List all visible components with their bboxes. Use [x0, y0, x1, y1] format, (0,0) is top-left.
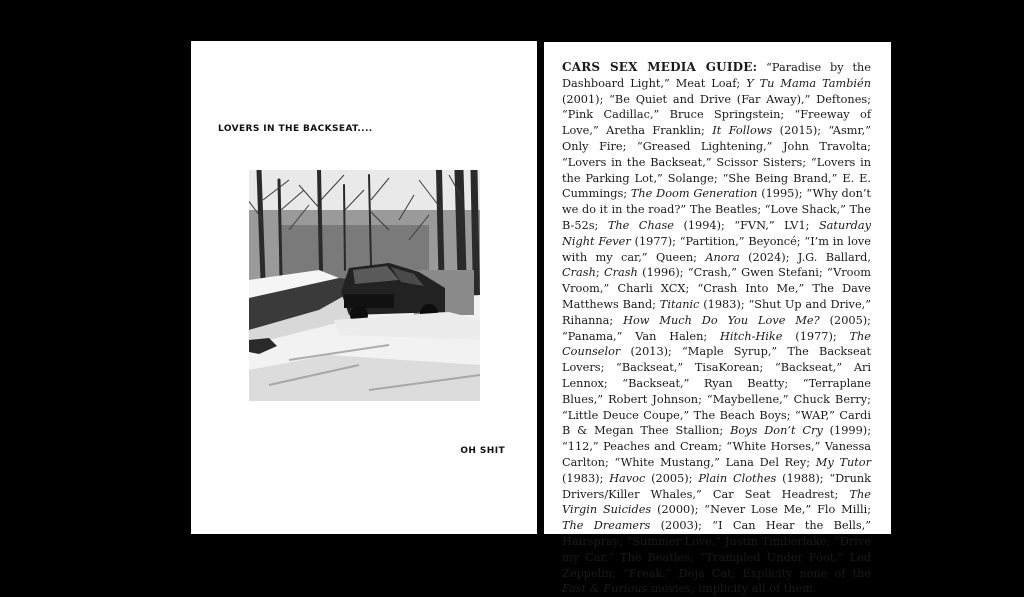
- guide-text: (2003); “I Can Hear the Bells,” Hairspray; “Summer Love,” Justin Timberlake; “Drive my Car,” The Beatles; “Trampled Under Foot,” Led Zeppelin; “Freak,” Doja Cat; Explicity none of the: [562, 519, 872, 580]
- guide-text: (1983);: [562, 471, 610, 485]
- snowy-roadside-car-photo: [249, 170, 480, 401]
- guide-title-italic: How Much Do You Love Me?: [623, 313, 820, 327]
- guide-text: movies; implicity all of them.: [647, 582, 817, 596]
- guide-title-italic: Titanic: [659, 297, 700, 311]
- left-page: [191, 41, 537, 534]
- guide-text: (2001); “Be Quiet and Drive (Far Away),” Deftones; “Pink Cadillac,” Bruce Springstein; “Freeway of Love,” Aretha Franklin;: [562, 92, 871, 138]
- guide-title-italic: Boys Don’t Cry: [730, 424, 823, 438]
- guide-text: (1995); “Why don’t we do it in the road?” The Beatles; “Love Shack,” The B-52s;: [562, 187, 871, 232]
- guide-title-italic: Saturday Night Fever: [562, 218, 871, 248]
- guide-text: (2013); “Maple Syrup,” The Backseat Lovers; “Backseat,” TisaKorean; “Backseat,” Ari Lennox; “Backseat,” Ryan Beatty; “Terraplane Blues,” Robert Johnson; “Maybellene,” Chuck Berry; “Little Deuce Coupe,” The Beach Boys; “WAP,” Cardi B & Megan Thee Stallion;: [562, 345, 871, 438]
- guide-title-italic: Plain Clothes: [698, 471, 777, 485]
- guide-title-italic: The Chase: [607, 218, 674, 232]
- guide-title-italic: My Tutor: [815, 455, 871, 469]
- guide-text: (2000); “Never Lose Me,” Flo Milli;: [651, 503, 872, 517]
- media-guide-text: [562, 60, 871, 597]
- guide-title-italic: The Virgin Suicides: [562, 487, 871, 517]
- guide-text: ;: [595, 266, 604, 280]
- guide-title-italic: Crash: [562, 266, 596, 280]
- guide-entries: [562, 61, 871, 595]
- guide-text: (1988); “Drunk Drivers/Killer Whales,” Car Seat Headrest;: [562, 471, 871, 501]
- guide-text: (1999); “112,” Peaches and Cream; “White Horses,” Vanessa Carlton; “White Mustang,” Lana Del Rey;: [562, 424, 872, 469]
- guide-title-italic: The Dreamers: [562, 519, 651, 533]
- guide-title-italic: The Counselor: [562, 329, 871, 359]
- photo-illustration: [249, 170, 480, 401]
- guide-text: (1996); “Crash,” Gwen Stefani; “Vroom Vroom,” Charli XCX; “Crash Into Me,” The Dave Matthews Band;: [562, 266, 871, 311]
- guide-text: (2015); “Asmr,” Only Fire; “Greased Lightening,” John Travolta; “Lovers in the Backseat,” Scissor Sisters; “Lovers in the Parking Lot,” Solange; “She Being Brand,” E. E. Cummings;: [562, 124, 871, 201]
- guide-text: (1994); “FVN,” LV1;: [673, 218, 819, 232]
- guide-heading: CARS SEX MEDIA GUIDE:: [562, 60, 758, 74]
- guide-text: (1983); “Shut Up and Drive,” Rihanna;: [562, 297, 871, 327]
- guide-title-italic: The Doom Generation: [630, 187, 758, 201]
- right-page: [544, 42, 891, 596]
- guide-title-italic: Hitch-Hike: [720, 329, 783, 343]
- guide-title-italic: Y Tu Mama También: [746, 76, 871, 90]
- caption-top: LOVERS IN THE BACKSEAT....: [218, 124, 373, 134]
- guide-title-italic: Crash: [603, 266, 638, 280]
- guide-text: “Paradise by the Dashboard Light,” Meat Loaf;: [562, 61, 871, 90]
- guide-text: (2005); “Panama,” Van Halen;: [562, 313, 871, 343]
- caption-bottom: OH SHIT: [460, 446, 505, 456]
- guide-text: (1977); “Partition,” Beyoncé; “I’m in love with my car,” Queen;: [562, 234, 871, 264]
- guide-text: (2024); J.G. Ballard,: [739, 250, 871, 264]
- guide-title-italic: Anora: [705, 250, 740, 264]
- guide-title-italic: It Follows: [712, 124, 773, 138]
- guide-title-italic: Havoc: [609, 471, 646, 485]
- guide-text: (1977);: [782, 329, 850, 343]
- guide-title-italic: Fast & Furious: [562, 582, 648, 596]
- guide-text: (2005);: [645, 471, 699, 485]
